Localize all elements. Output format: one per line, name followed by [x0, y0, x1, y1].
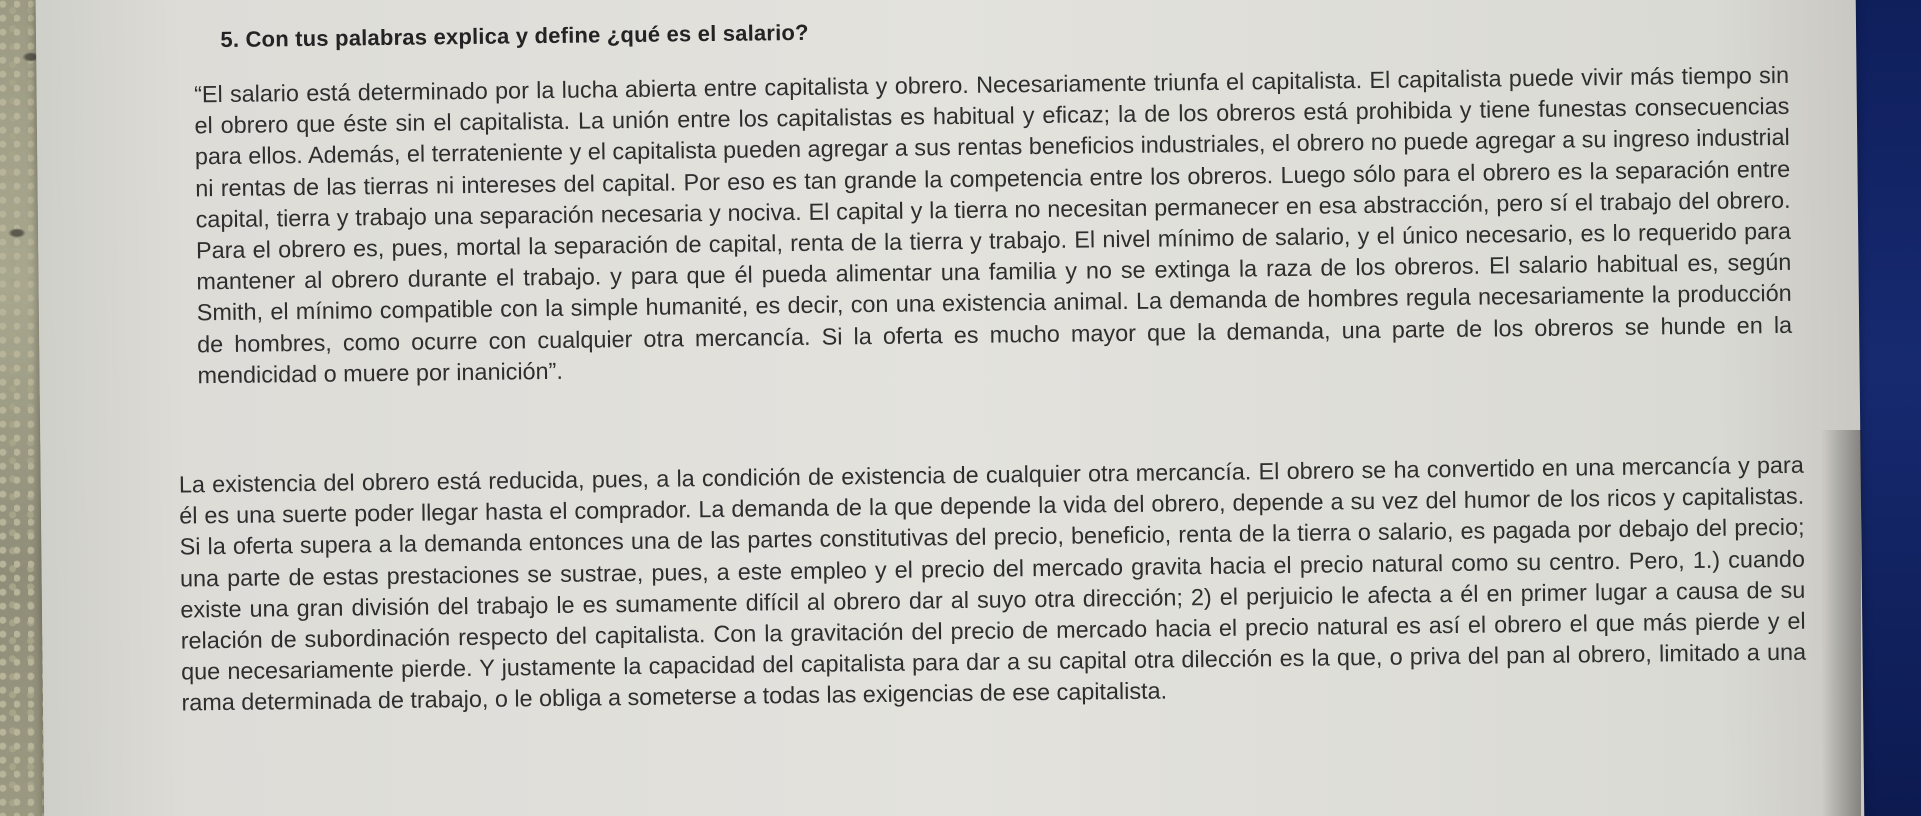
body-paragraph: La existencia del obrero está reducida, pues, a la condición de existencia de cualquier otra mercancía. El obrero se ha convertido en una mercancía y para él es una suerte poder llegar hasta el comprador. La demanda de la que depende la vida del obrero, depende a su vez del humor de los ricos y capitalistas. Si la oferta supera a la demanda entonces una de las partes constitutivas del precio, beneficio, renta de la tierra o salario, es pagada por debajo del precio; una parte de estas prestaciones se sustrae, pues, a este empleo y el precio del mercado gravita hacia el precio natural como su centro. Pero, 1.) cuando existe una gran división del trabajo le es sumamente difícil al obrero dar al suyo otra dirección; 2) el perjuicio le afecta a él en primer lugar a causa de su relación de subordinación respecto del capitalista. Con la gravitación del precio de mercado hacia el precio natural es así el obrero el que más pierde y el que necesariamente pierde. Y justamente la capacidad del capitalista para dar a su capital otra dilección es la que, o priva del pan al obrero, limitado a una rama determinada de trabajo, o le obliga a someterse a todas las exigencias de ese capitalista. — [178, 451, 1807, 716]
quote-paragraph: “El salario está determinado por la lucha abierta entre capitalista y obrero. Necesariamente triunfa el capitalista. El capitalista puede vivir más tiempo sin el obrero que éste sin el capitalista. La unión entre los capitalistas es habitual y eficaz; la de los obreros está prohibida y tiene funestas consecuencias para ellos. Además, el terrateniente y el capitalista pueden agregar a sus rentas beneficios industriales, el obrero no puede agregar a su ingreso industrial ni rentas de las tierras ni intereses del capital. Por eso es tan grande la competencia entre los obreros. Luego sólo para el obrero es la separación entre capital, tierra y trabajo una separación necesaria y nociva. El capital y la tierra no necesitan permanecer en esa abstracción, pero sí el trabajo del obrero. Para el obrero es, pues, mortal la separación de capital, renta de la tierra y trabajo. El nivel mínimo de salario, y el único necesario, es lo requerido para mantener al obrero durante el trabajo. y para que él pueda alimentar una familia y no se extinga la raza de los obreros. El salario habitual es, según Smith, el mínimo compatible con la simple humanité, es decir, con una existencia animal. La demanda de hombres regula necesariamente la producción de hombres, como ocurre con cualquier otra mercancía. Si la oferta es mucho mayor que la demanda, una parte de los obreros se hunde en la mendicidad o muere por inanición”. — [193, 61, 1793, 389]
question-heading: 5. Con tus palabras explica y define ¿qué es el salario? — [220, 19, 809, 53]
